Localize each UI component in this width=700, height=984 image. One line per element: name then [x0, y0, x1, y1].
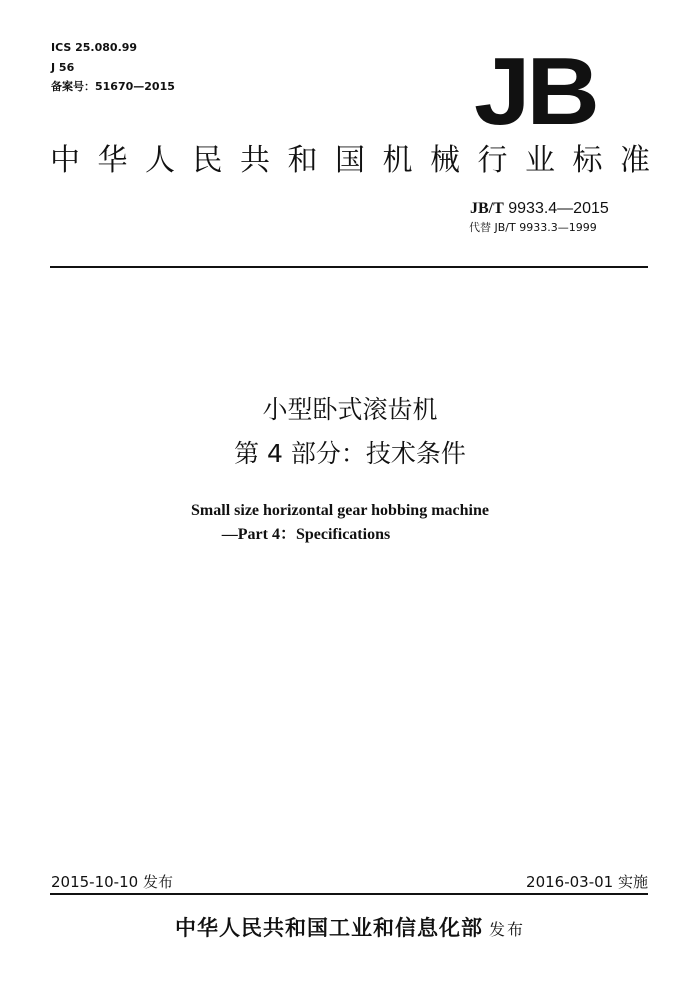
- standard-type-char: 共: [240, 143, 270, 178]
- ics-code: ICS 25.080.99: [51, 41, 138, 54]
- standard-type-char: 标: [572, 143, 603, 178]
- standard-type-char: 和: [287, 143, 318, 178]
- standard-type-char: 准: [620, 143, 650, 178]
- standard-type-char: 中: [50, 143, 80, 178]
- title-en-line2: —Part 4：Specifications: [221, 526, 391, 543]
- jb-logo: JB: [474, 38, 596, 145]
- bottom-divider: [50, 893, 648, 895]
- standard-type-char: 国: [335, 143, 365, 178]
- title-zh-line1: 小型卧式滚齿机: [262, 395, 438, 424]
- standard-type-char: 人: [145, 143, 175, 178]
- publisher: [0, 913, 700, 945]
- standard-type-char: 业: [525, 143, 555, 178]
- standard-type-char: 机: [382, 143, 413, 178]
- standard-number: [470, 199, 609, 219]
- ccs-code: J 56: [51, 61, 75, 74]
- publisher-name: 中华人民共和国工业和信息化部: [174, 916, 483, 940]
- issue-date: 2015-10-10 发布: [51, 873, 173, 891]
- title-zh-line2: 第 4 部分：技术条件: [234, 439, 466, 468]
- standard-type-char: 械: [430, 143, 460, 178]
- replaces-standard: 代替 JB/T 9933.3—1999: [469, 221, 597, 234]
- standard-number-prefix: JB/T: [470, 200, 504, 217]
- standard-type-title: [50, 141, 650, 181]
- implementation-date: 2016-03-01 实施: [526, 873, 648, 891]
- title-en-line1: Small size horizontal gear hobbing machine: [191, 502, 489, 519]
- standard-type-char: 民: [192, 143, 223, 178]
- standard-type-char: 华: [97, 143, 128, 178]
- standard-number-value: 9933.4—2015: [503, 200, 609, 217]
- top-divider: [50, 266, 648, 268]
- filing-number: 备案号：51670—2015: [51, 80, 175, 93]
- standard-type-char: 行: [477, 143, 508, 178]
- publisher-action: 发布: [488, 920, 525, 939]
